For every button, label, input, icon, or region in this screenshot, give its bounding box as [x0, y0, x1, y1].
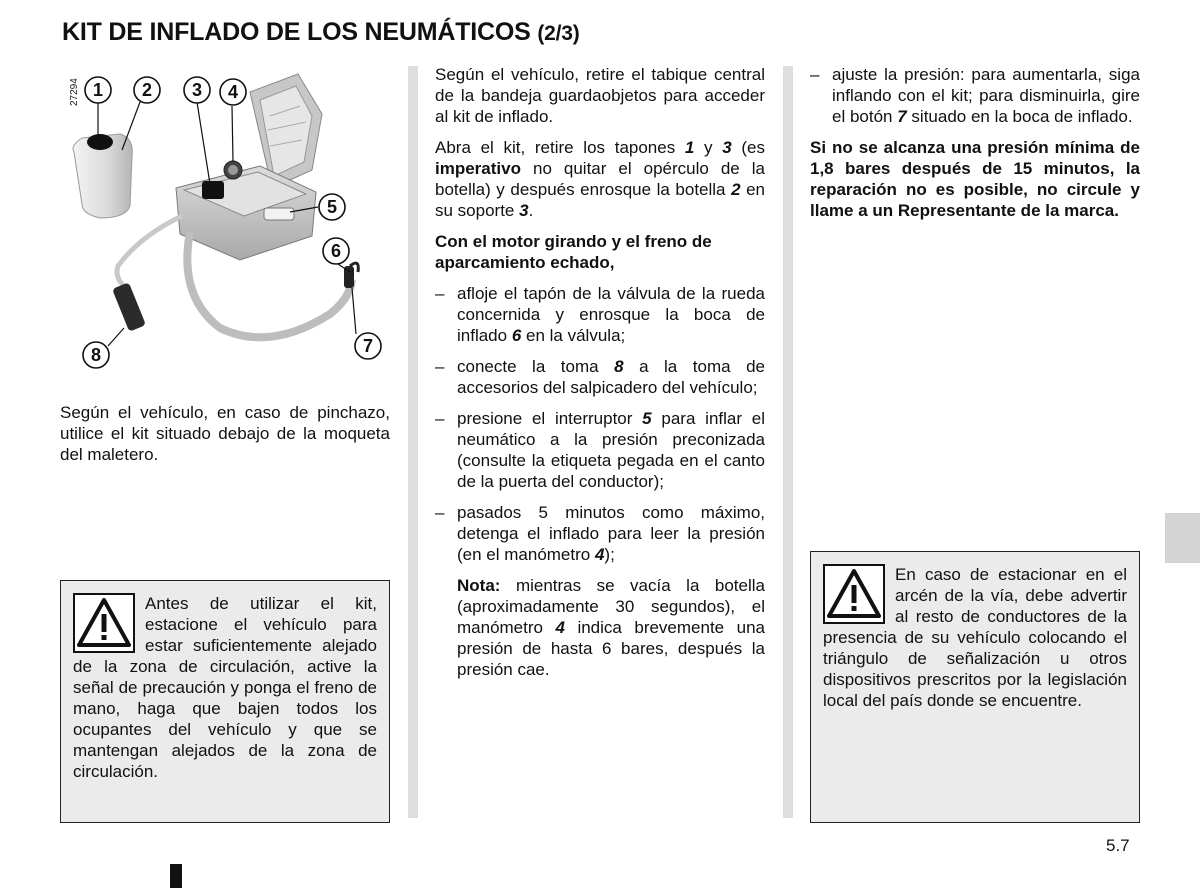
step-item: – pasados 5 minutos como máximo, detenga el inflado para leer la presión (en el manómetro 4);: [435, 503, 765, 564]
minimum-pressure-warning: Si no se alcanza una presión mínima de 1,8 bares después de 15 minutos, la reparación no es posible, no circule y llame a un Representante de la marca.: [810, 138, 1140, 220]
column-3: [810, 64, 1140, 231]
callout-7: [355, 333, 381, 359]
steps-heading: Con el motor girando y el freno de aparcamiento echado,: [435, 232, 712, 272]
callout-3: [184, 77, 210, 103]
svg-text:7: 7: [362, 336, 374, 356]
callout-1: [85, 77, 111, 103]
title-part: (2/3): [537, 22, 580, 45]
warning-triangle-icon: [73, 593, 135, 653]
title-text: KIT DE INFLADO DE LOS NEUMÁTICOS: [62, 18, 531, 46]
paragraph-open-kit: Abra el kit, retire los tapones 1 y 3 (es imperativo no quitar el opérculo de la botella) y después enrosque la botella 2 en su soporte 3.: [435, 138, 765, 220]
power-plug: [112, 282, 146, 331]
callout-5: [319, 194, 345, 220]
callout-6: [323, 238, 349, 264]
svg-text:4: 4: [227, 82, 239, 102]
column-separator-2: [783, 66, 793, 818]
valve-connector: [344, 263, 358, 288]
warning-triangle-icon: [823, 564, 885, 624]
warning-box-parking: [810, 551, 1140, 823]
column-1: [60, 402, 390, 475]
inflation-kit-illustration: [60, 66, 390, 376]
svg-text:2: 2: [141, 80, 153, 100]
step-item: – afloje el tapón de la válvula de la rueda concernida y enrosque la boca de inflado 6 en la válvula;: [435, 284, 765, 345]
callout-8: [83, 342, 109, 368]
intro-paragraph: Según el vehículo, en caso de pinchazo, utilice el kit situado debajo de la moqueta del maletero.: [60, 403, 390, 464]
step-item: – conecte la toma 8 a la toma de accesorios del salpicadero del vehículo;: [435, 357, 765, 397]
section-tab: [1165, 513, 1200, 563]
svg-text:1: 1: [92, 80, 104, 100]
warning-text: En caso de estacionar en el arcén de la vía, debe advertir al resto de conductores de la presencia de su vehículo colocando el triángulo de señalización u otros dispositivos prescritos por la legislación local del país donde se encuentre.: [823, 565, 1127, 710]
print-mark: [170, 864, 182, 888]
warning-box-stop: [60, 580, 390, 823]
page-title: [62, 18, 580, 47]
paragraph-remove-partition: Según el vehículo, retire el tabique central de la bandeja guardaobjetos para acceder al kit de inflado.: [435, 65, 765, 126]
callout-2: [134, 77, 160, 103]
step-item: – ajuste la presión: para aumentarla, siga inflando con el kit; para disminuirla, gire el botón 7 situado en la boca de inflado.: [810, 65, 1140, 126]
svg-text:6: 6: [330, 241, 342, 261]
figure-code: 27294: [69, 78, 80, 106]
svg-text:5: 5: [326, 197, 338, 217]
note-paragraph: Nota: mientras se vacía la botella (aproximadamente 30 segundos), el manómetro 4 indica brevemente una presión de hasta 6 bares, después la presión cae.: [457, 576, 765, 679]
step-item: – presione el interruptor 5 para inflar el neumático a la presión preconizada (consulte la etiqueta pegada en el canto de la puerta del conductor);: [435, 409, 765, 491]
power-cable: [117, 216, 182, 288]
page-number: 5.7: [1106, 836, 1130, 855]
column-separator-1: [408, 66, 418, 818]
warning-text: Antes de utilizar el kit, estacione el vehículo para estar suficientemente alejado de la zona de circulación, active la señal de precaución y ponga el freno de mano, haga que bajen todos los ocupantes del vehículo y que se mantengan alejados de la zona de circulación.: [73, 594, 377, 781]
svg-text:8: 8: [90, 345, 102, 365]
svg-text:3: 3: [191, 80, 203, 100]
callout-4: [220, 79, 246, 105]
column-2: [435, 64, 765, 690]
